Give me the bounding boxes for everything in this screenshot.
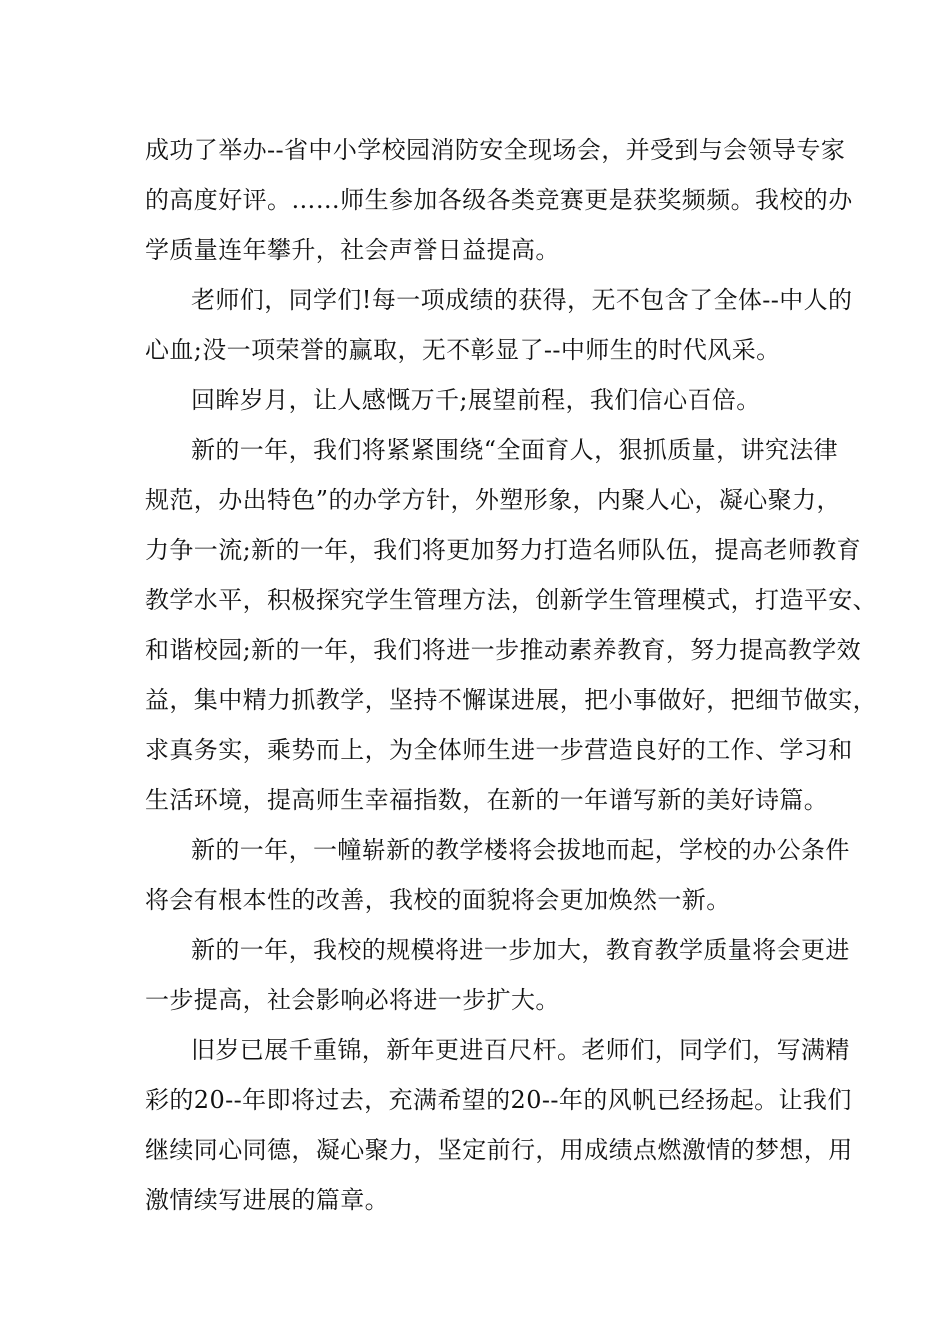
text-line-16: 将会有根本性的改善，我校的面貌将会更加焕然一新。	[145, 886, 731, 914]
text-line-3: 学质量连年攀升，社会声誉日益提高。	[145, 236, 560, 264]
text-line-12: 益，集中精力抓教学，坚持不懈谋进展，把小事做好，把细节做实，	[145, 686, 877, 714]
text-line-20: 彩的20--年即将过去，充满希望的20--年的风帆已经扬起。让我们	[145, 1086, 852, 1114]
text-line-11: 和谐校园;新的一年，我们将进一步推动素养教育，努力提高教学效	[145, 636, 862, 664]
text-line-5: 心血;没一项荣誉的赢取，无不彰显了--中师生的时代风采。	[145, 336, 781, 364]
text-line-10: 教学水平，积极探究学生管理方法，创新学生管理模式，打造平安、	[145, 586, 877, 614]
text-line-9: 力争一流;新的一年，我们将更加努力打造名师队伍，提高老师教育	[145, 536, 862, 564]
text-line-22: 激情续写进展的篇章。	[145, 1186, 389, 1214]
text-line-6: 回眸岁月，让人感慨万千;展望前程，我们信心百倍。	[191, 386, 761, 414]
text-line-4: 老师们，同学们!每一项成绩的获得，无不包含了全体--中人的	[191, 286, 853, 314]
text-line-17: 新的一年，我校的规模将进一步加大，教育教学质量将会更进	[191, 936, 850, 964]
text-line-2: 的高度好评。……师生参加各级各类竞赛更是获奖频频。我校的办	[145, 186, 853, 214]
text-line-13: 求真务实，乘势而上，为全体师生进一步营造良好的工作、学习和	[145, 736, 853, 764]
text-line-1: 成功了举办--省中小学校园消防安全现场会，并受到与会领导专家	[145, 136, 846, 164]
text-line-14: 生活环境，提高师生幸福指数，在新的一年谱写新的美好诗篇。	[145, 786, 829, 814]
text-line-8: 规范，办出特色”的办学方针，外塑形象，内聚人心，凝心聚力，	[145, 486, 841, 514]
text-line-19: 旧岁已展千重锦，新年更进百尺杆。老师们，同学们，写满精	[191, 1036, 850, 1064]
text-line-7: 新的一年，我们将紧紧围绕“全面育人，狠抓质量，讲究法律	[191, 436, 839, 464]
text-line-21: 继续同心同德，凝心聚力，坚定前行，用成绩点燃激情的梦想，用	[145, 1136, 853, 1164]
text-line-18: 一步提高，社会影响必将进一步扩大。	[145, 986, 560, 1014]
text-line-15: 新的一年，一幢崭新的教学楼将会拔地而起，学校的办公条件	[191, 836, 850, 864]
